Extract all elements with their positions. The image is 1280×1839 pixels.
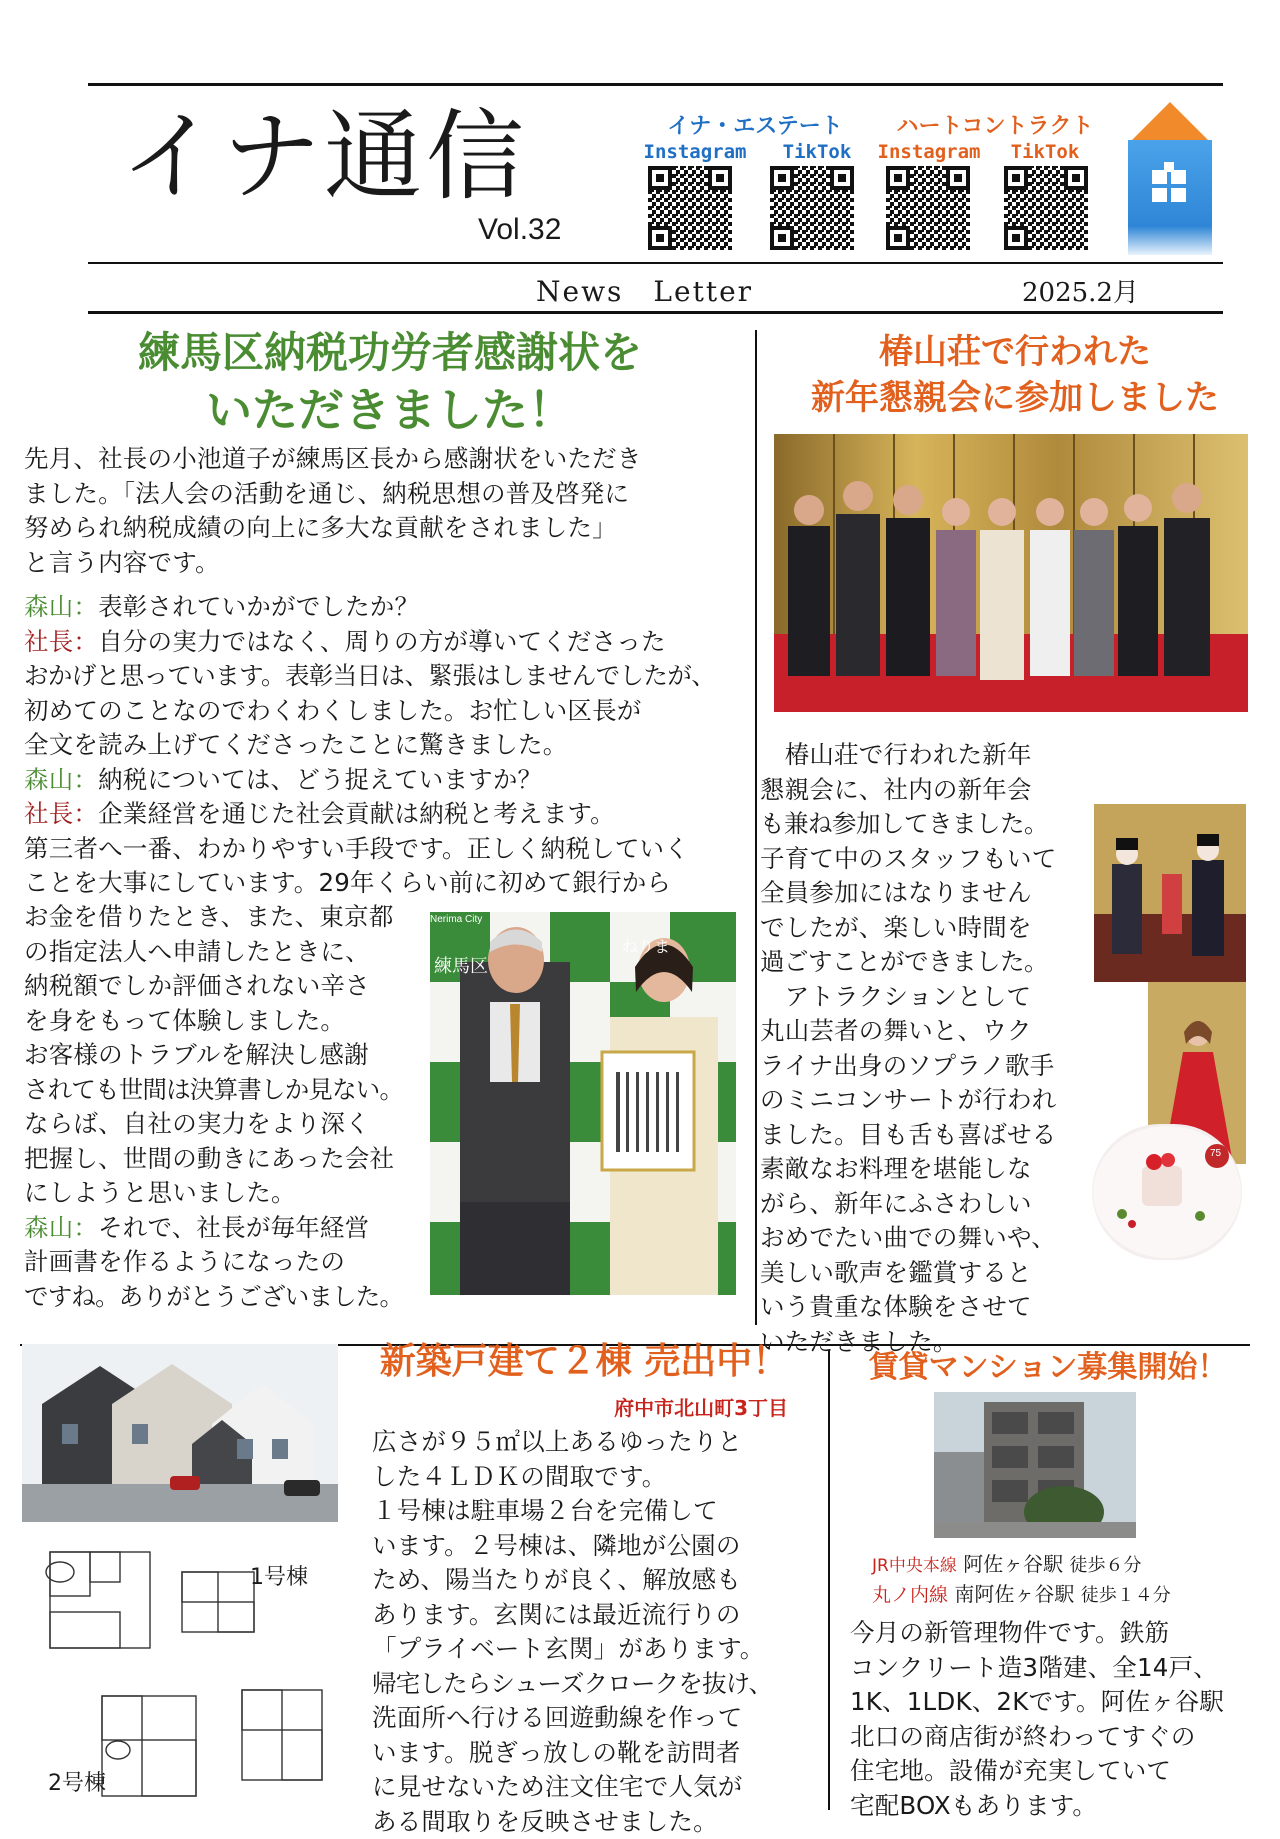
- qr-code-heart-tiktok: [1004, 166, 1088, 250]
- award-intro: [24, 442, 744, 580]
- award-headline-line1: 練馬区納税功労者感謝状を: [40, 326, 740, 381]
- interview-line: 森山：それで、社長が毎年経営: [24, 1211, 434, 1246]
- party-line: いただきました。: [760, 1325, 1090, 1360]
- qr-label-instagram-2: Instagram: [874, 143, 984, 162]
- masthead-bottom-rule: [88, 262, 1223, 264]
- party-line: がら、新年にふさわしい: [760, 1187, 1090, 1222]
- party-line: いう貴重な体験をさせて: [760, 1290, 1090, 1325]
- cake-badge-number: 75: [1210, 1148, 1221, 1159]
- rental-line: 1K、1LDK、2Kです。阿佐ヶ谷駅: [850, 1685, 1260, 1720]
- plan-2-label: 2号棟: [48, 1766, 106, 1797]
- column-divider-bottom: [828, 1350, 830, 1810]
- house-logo-icon: [1120, 100, 1220, 260]
- interview-line: 森山：表彰されていかがでしたか？: [24, 590, 754, 625]
- column-divider-top: [755, 330, 757, 1325]
- walk-time: 徒歩６分: [1070, 1555, 1142, 1576]
- header-bottom-rule: [88, 311, 1223, 314]
- award-interview-narrow: [24, 900, 434, 1314]
- house-line: います。脱ぎっ放しの靴を訪問者: [372, 1736, 828, 1771]
- qr-label-tiktok-2: TikTok: [1000, 143, 1090, 162]
- award-interview: [24, 590, 754, 901]
- qr-code-ina-instagram: [648, 166, 732, 250]
- party-line: のミニコンサートが行われ: [760, 1083, 1090, 1118]
- rental-line: コンクリート造3階建、全14戸、: [850, 1651, 1260, 1686]
- photo-sign-text: 練馬区: [434, 952, 488, 978]
- house-line: ため、陽当たりが良く、解放感も: [372, 1563, 828, 1598]
- award-intro-line: 努められ納税成績の向上に多大な貢献をされました」: [24, 511, 744, 546]
- news-letter-subtitle: News Letter: [536, 270, 753, 310]
- house-line: います。２号棟は、隣地が公園の: [372, 1529, 828, 1564]
- rental-line: 北口の商店街が終わってすぐの: [850, 1720, 1260, 1755]
- interview-line: されても世間は決算書しか見ない。: [24, 1073, 434, 1108]
- house-line: １号棟は駐車場２台を完備して: [372, 1494, 828, 1529]
- award-intro-line: 先月、社長の小池道子が練馬区長から感謝状をいただき: [24, 442, 744, 477]
- interview-line: お金を借りたとき、また、東京都: [24, 900, 434, 935]
- party-line: 懇親会に、社内の新年会: [760, 773, 1090, 808]
- station-name: 南阿佐ヶ谷駅: [954, 1582, 1074, 1606]
- party-line: 過ごすことができました。: [760, 945, 1090, 980]
- issue-date: 2025.2月: [1022, 272, 1139, 309]
- speaker-moriyama: 森山：: [24, 592, 98, 621]
- interview-line: を身をもって体験しました。: [24, 1004, 434, 1039]
- speaker-president: 社長：: [24, 799, 98, 828]
- award-headline-line2: いただきました！: [40, 381, 740, 441]
- qr-label-instagram-1: Instagram: [640, 143, 750, 162]
- house-headline: 新築戸建て２棟 売出中！: [340, 1338, 828, 1387]
- qr-company-ina-estate: イナ・エステート: [660, 116, 850, 138]
- house-line: に見せないため注文住宅で人気が: [372, 1770, 828, 1805]
- party-line: 椿山荘で行われた新年: [760, 738, 1090, 773]
- walk-time: 徒歩１４分: [1081, 1585, 1171, 1606]
- interview-line: 把握し、世間の動きにあった会社: [24, 1142, 434, 1177]
- interview-line: 第三者へ一番、わかりやすい手段です。正しく納税していく: [24, 832, 754, 867]
- rail-line-name: JR中央本線: [872, 1556, 957, 1576]
- qr-label-tiktok-1: TikTok: [772, 143, 862, 162]
- party-line: おめでたい曲での舞いや、: [760, 1221, 1090, 1256]
- party-headline-line2: 新年懇親会に参加しました: [770, 376, 1260, 422]
- party-line: ライナ出身のソプラノ歌手: [760, 1049, 1090, 1084]
- rental-line: 宅配BOXもあります。: [850, 1789, 1260, 1824]
- photo-sign-text: ねりま: [622, 934, 670, 957]
- speaker-president: 社長：: [24, 627, 98, 656]
- house-line: 帰宅したらシューズクロークを抜け、: [372, 1667, 828, 1702]
- plan-1-label: 1号棟: [250, 1560, 308, 1591]
- house-line: した４ＬＤＫの間取です。: [372, 1460, 828, 1495]
- qr-company-heart-contract: ハートコントラクト: [880, 116, 1110, 138]
- party-headline-line1: 椿山荘で行われた: [770, 330, 1260, 376]
- party-body: [760, 738, 1090, 1359]
- interview-line: にしようと思いました。: [24, 1176, 434, 1211]
- award-ceremony-photo: [430, 912, 736, 1295]
- party-line: 美しい歌声を鑑賞すると: [760, 1256, 1090, 1291]
- rail-line-name: 丸ノ内線: [872, 1584, 948, 1606]
- geisha-dance-photo: [1094, 804, 1246, 982]
- interview-line: の指定法人へ申請したときに、: [24, 935, 434, 970]
- interview-line: 社長：自分の実力ではなく、周りの方が導いてくださった: [24, 625, 754, 660]
- top-rule: [88, 83, 1223, 86]
- house-location: 府中市北山町3丁目: [560, 1392, 788, 1421]
- rental-line: 住宅地。設備が充実していて: [850, 1754, 1260, 1789]
- photo-sign-text: Nerima City: [430, 914, 482, 925]
- party-line: も兼ね参加してきました。: [760, 807, 1090, 842]
- rental-headline: 賃貸マンション募集開始！: [838, 1348, 1258, 1389]
- qr-code-ina-tiktok: [770, 166, 854, 250]
- dessert-plate-photo: [1092, 1124, 1242, 1260]
- award-intro-line: ました。「法人会の活動を通じ、納税思想の普及啓発に: [24, 477, 744, 512]
- party-line: でしたが、楽しい時間を: [760, 911, 1090, 946]
- rental-access-2: [872, 1578, 1171, 1607]
- apartment-building-photo: [934, 1392, 1136, 1538]
- party-line: 全員参加にはなりません: [760, 876, 1090, 911]
- house-line: 「プライベート玄関」があります。: [372, 1632, 828, 1667]
- interview-line: 納税額でしか評価されない辛さ: [24, 969, 434, 1004]
- house-line: 広さが９５㎡以上あるゆったりと: [372, 1425, 828, 1460]
- volume-number: Vol.32: [478, 213, 561, 247]
- interview-line: お客様のトラブルを解決し感謝: [24, 1038, 434, 1073]
- interview-line: 全文を読み上げてくださったことに驚きました。: [24, 728, 754, 763]
- qr-code-heart-instagram: [886, 166, 970, 250]
- party-line: ました。目も舌も喜ばせる: [760, 1118, 1090, 1153]
- speaker-moriyama: 森山：: [24, 1213, 98, 1242]
- party-line: アトラクションとして: [760, 980, 1090, 1015]
- qr-codes: [640, 164, 1100, 254]
- speaker-moriyama: 森山：: [24, 765, 98, 794]
- party-line: 丸山芸者の舞いと、ウク: [760, 1014, 1090, 1049]
- interview-line: 森山：納税については、どう捉えていますか？: [24, 763, 754, 798]
- house-line: あります。玄関には最近流行りの: [372, 1598, 828, 1633]
- interview-line: ことを大事にしています。29年くらい前に初めて銀行から: [24, 866, 754, 901]
- house-body: [372, 1425, 828, 1839]
- party-line: 子育て中のスタッフもいて: [760, 842, 1090, 877]
- interview-line: 社長：企業経営を通じた社会貢献は納税と考えます。: [24, 797, 754, 832]
- floor-plan-1: [22, 1532, 262, 1672]
- interview-line: ですね。ありがとうございました。: [24, 1280, 434, 1315]
- rental-access-1: [872, 1548, 1142, 1577]
- party-group-photo: [774, 434, 1248, 712]
- station-name: 阿佐ヶ谷駅: [963, 1552, 1063, 1576]
- interview-line: 計画書を作るようになったの: [24, 1245, 434, 1280]
- rental-line: 今月の新管理物件です。鉄筋: [850, 1616, 1260, 1651]
- house-line: 洗面所へ行ける回遊動線を作って: [372, 1701, 828, 1736]
- new-house-exterior-photo: [22, 1344, 338, 1522]
- party-line: 素敵なお料理を堪能しな: [760, 1152, 1090, 1187]
- interview-line: 初めてのことなのでわくわくしました。お忙しい区長が: [24, 694, 754, 729]
- interview-line: ならば、自社の実力をより深く: [24, 1107, 434, 1142]
- rental-body: [850, 1616, 1260, 1823]
- interview-line: おかげと思っています。表彰当日は、緊張はしませんでしたが、: [24, 659, 754, 694]
- award-intro-line: と言う内容です。: [24, 546, 744, 581]
- house-line: ある間取りを反映させました。: [372, 1805, 828, 1839]
- newsletter-title: イナ通信: [120, 108, 528, 206]
